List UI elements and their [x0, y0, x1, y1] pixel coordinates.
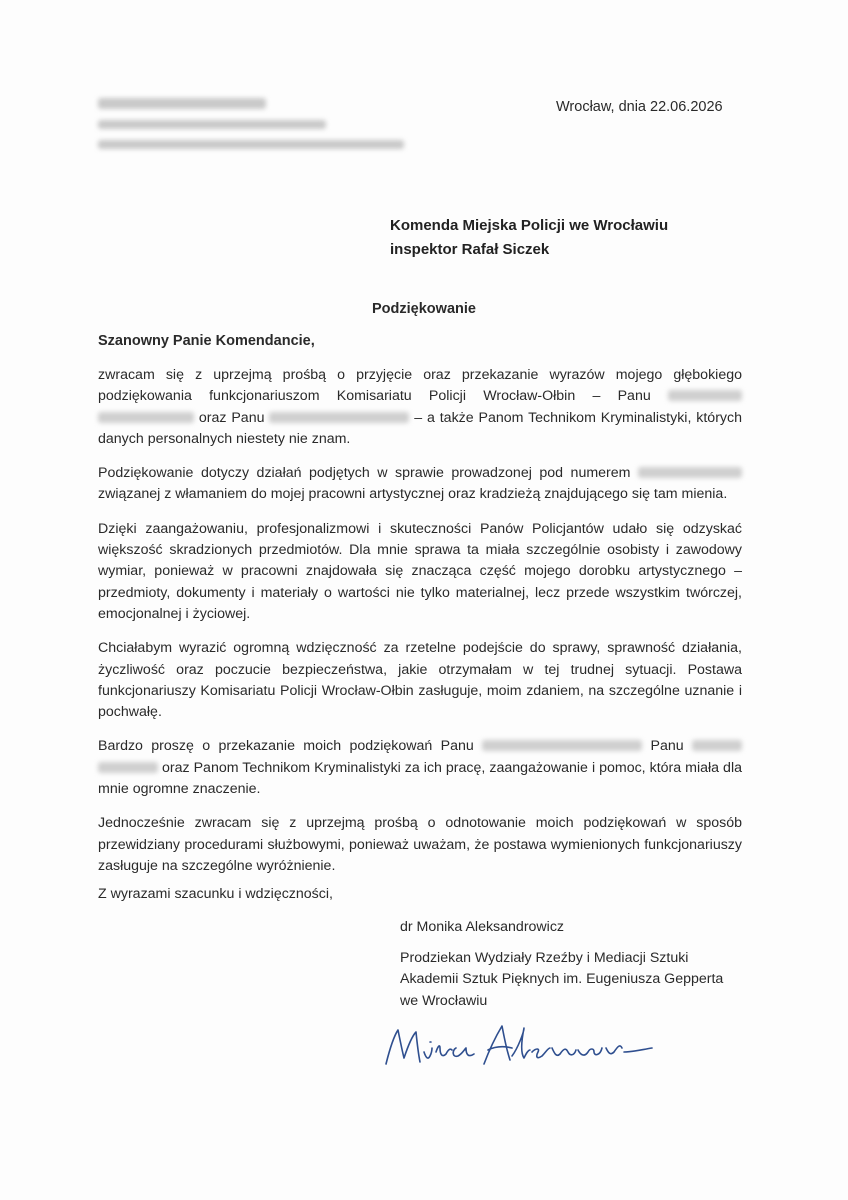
redacted-sender-name [98, 98, 266, 109]
redacted-officer-name-3 [482, 740, 642, 751]
redacted-officer-name-2 [269, 412, 409, 423]
salutation: Szanowny Panie Komendancie, [98, 333, 315, 349]
paragraph-2 [98, 463, 742, 506]
letter-date: Wrocław, dnia 22.06.2026 [556, 99, 723, 115]
signature-drawing [380, 1018, 660, 1078]
signer-role-line-2: Akademii Sztuk Pięknych im. Eugeniusza Gepperta [400, 971, 724, 987]
redacted-sender-contact [98, 140, 404, 149]
signer-role-line-3: we Wrocławiu [400, 992, 488, 1009]
paragraph-5-text-c: oraz Panom Technikom Kryminalistyki za ich pracę, zaangażowanie i pomoc, która miała dla mnie ogromne znaczenie. [98, 759, 742, 798]
signer-role-line-1: Prodziekan Wydziały Rzeźby i Mediacji Sztuki [400, 949, 689, 966]
redacted-officer-name-4b [98, 762, 158, 773]
handwritten-signature [380, 1018, 660, 1083]
paragraph-5-text-a: Bardzo proszę o przekazanie moich podziękowań Panu [98, 738, 474, 755]
paragraph-2-text-a: Podziękowanie dotyczy działań podjętych w sprawie prowadzonej pod numerem [98, 465, 631, 482]
paragraph-6: Jednocześnie zwracam się z uprzejmą prośbą o odnotowanie moich podziękowań w sposób przewidziany procedurami służbowymi, ponieważ uważam, że postawa wymienionych funkcjonariuszy zasługuje na szczególne wyróżnienie. [98, 815, 742, 874]
redacted-sender-address [98, 120, 326, 129]
sender-block-redacted [98, 98, 404, 160]
redacted-officer-name-4a [692, 740, 742, 751]
signer-block [400, 917, 723, 1012]
paragraph-1-text-c: – a także Panom Technikom Kryminalistyki, których danych personalnych niestety nie znam. [98, 409, 742, 447]
signer-name: dr Monika Aleksandrowicz [400, 919, 565, 935]
redacted-officer-surname-1 [98, 412, 194, 423]
closing-line: Z wyrazami szacunku i wdzięczności, [98, 886, 333, 902]
letter-title: Podziękowanie [372, 301, 476, 317]
recipient-person: inspektor Rafał Siczek [390, 241, 550, 258]
paragraph-5 [98, 736, 742, 800]
recipient-institution: Komenda Miejska Policji we Wrocławiu [390, 217, 669, 234]
recipient-block [390, 214, 668, 262]
paragraph-4: Chciałabym wyrazić ogromną wdzięczność za rzetelne podejście do sprawy, sprawność działania, życzliwość oraz poczucie bezpieczeństwa, jakie otrzymałam w tej trudnej sytuacji. Postawa funkcjonariuszy Komisariatu Policji Wrocław-Ołbin zasługuje, moim zdaniem, na szczególne uznanie i pochwałę. [98, 640, 742, 721]
redacted-officer-name-1 [668, 390, 742, 401]
paragraph-5-text-b: Panu [650, 738, 684, 755]
paragraph-2-text-b: związanej z włamaniem do mojej pracowni artystycznej oraz kradzieżą znajdującego się tam mienia. [98, 486, 728, 503]
redacted-case-number [638, 467, 742, 478]
paragraph-1-text-b: oraz Panu [198, 409, 265, 426]
paragraph-1 [98, 365, 742, 450]
paragraph-3: Dzięki zaangażowaniu, profesjonalizmowi i skuteczności Panów Policjantów udało się odzyskać większość skradzionych przedmiotów. Dla mnie sprawa ta miała szczególnie osobisty i zawodowy wymiar, ponieważ w pracowni znajdowała się znacząca część mojego dorobku artystycznego – przedmioty, dokumenty i materiały o wartości nie tylko materialnej, lecz przede wszystkim twórczej, emocjonalnej i życiowej. [98, 520, 742, 622]
letter-body [98, 365, 742, 890]
paragraph-1-text-a: zwracam się z uprzejmą prośbą o przyjęcie oraz przekazanie wyrazów mojego głębokiego podziękowania funkcjonariuszom Komisariatu Policji Wrocław-Ołbin – Panu [98, 367, 742, 405]
